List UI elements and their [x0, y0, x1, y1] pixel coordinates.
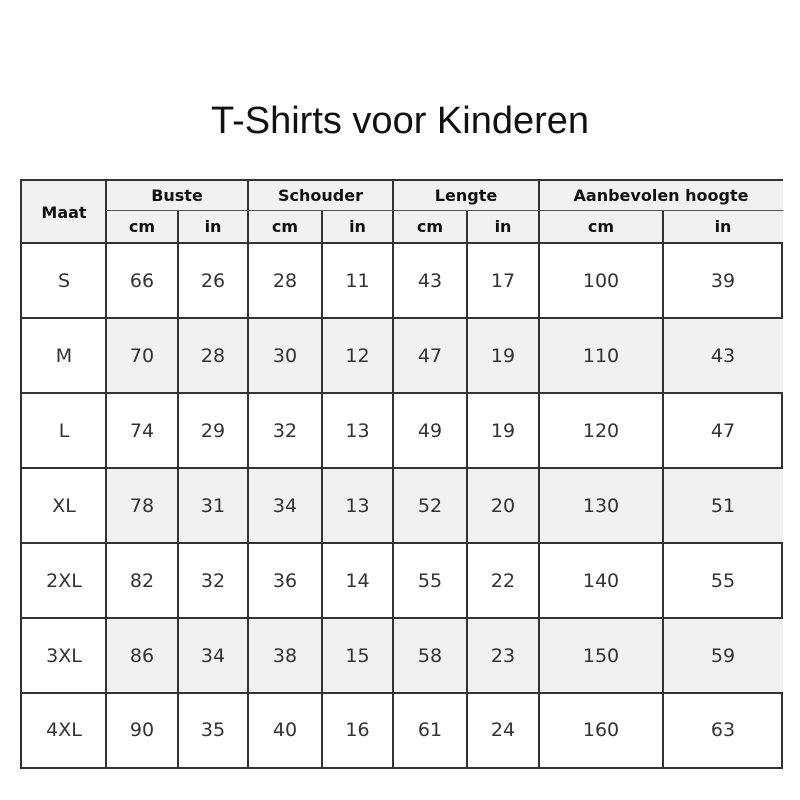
table-cell: 86 [129, 644, 155, 667]
group-header: Buste [151, 186, 203, 205]
table-cell: 70 [129, 344, 155, 367]
size-cell: 3XL [46, 644, 82, 667]
table-cell: 140 [582, 569, 620, 592]
table-cell: 49 [417, 419, 443, 442]
table-cell: 150 [582, 644, 620, 667]
table-cell: 40 [272, 719, 298, 741]
size-cell: L [58, 419, 70, 442]
grid-line [22, 692, 783, 694]
table-cell: 66 [129, 269, 155, 292]
table-cell: 30 [272, 344, 298, 367]
grid-line [392, 181, 394, 767]
size-cell: 4XL [46, 719, 82, 741]
grid-line [22, 617, 783, 619]
table-cell: 34 [272, 494, 298, 517]
group-header: Lengte [434, 186, 498, 205]
group-header: Schouder [278, 186, 363, 205]
table-cell: 90 [129, 719, 155, 741]
grid-line [22, 317, 783, 319]
table-cell: 19 [490, 344, 516, 367]
table-cell: 13 [345, 419, 370, 442]
unit-header: cm [128, 217, 156, 236]
table-cell: 120 [582, 419, 620, 442]
table-cell: 59 [710, 644, 736, 667]
table-cell: 110 [582, 344, 620, 367]
unit-header: in [349, 217, 366, 236]
table-cell: 28 [272, 269, 298, 292]
unit-header: in [204, 217, 222, 236]
grid-line [321, 210, 323, 767]
size-column-header: Maat [41, 202, 87, 222]
group-header: Aanbevolen hoogte [573, 186, 749, 205]
unit-header: cm [416, 217, 444, 236]
table-cell: 82 [129, 569, 155, 592]
table-cell: 12 [345, 344, 370, 367]
grid-line [538, 181, 540, 767]
table-cell: 17 [490, 269, 516, 292]
table-cell: 22 [490, 569, 516, 592]
table-cell: 74 [129, 419, 155, 442]
table-cell: 38 [272, 644, 298, 667]
table-cell: 16 [345, 719, 370, 741]
unit-header: in [494, 217, 512, 236]
grid-line [22, 392, 783, 394]
table-cell: 19 [490, 419, 516, 442]
table-cell: 47 [417, 344, 443, 367]
table-cell: 32 [200, 569, 226, 592]
table-cell: 31 [200, 494, 226, 517]
table-cell: 11 [345, 269, 370, 292]
table-cell: 32 [272, 419, 298, 442]
page-title: T-Shirts voor Kinderen [210, 100, 590, 142]
table-cell: 39 [710, 269, 736, 292]
table-cell: 63 [710, 719, 736, 741]
table-cell: 51 [710, 494, 736, 517]
table-cell: 34 [200, 644, 226, 667]
size-chart-table [20, 179, 783, 769]
table-cell: 43 [710, 344, 736, 367]
size-cell: XL [52, 494, 76, 517]
grid-line [22, 542, 783, 544]
unit-header: in [714, 217, 732, 236]
table-cell: 61 [417, 719, 443, 741]
table-cell: 78 [129, 494, 155, 517]
grid-line [466, 210, 468, 767]
table-cell: 160 [582, 719, 620, 741]
table-cell: 36 [272, 569, 298, 592]
grid-line [22, 467, 783, 469]
table-cell: 29 [200, 419, 226, 442]
grid-line [247, 181, 249, 767]
unit-header: cm [271, 217, 299, 236]
size-cell: S [57, 269, 71, 292]
table-cell: 43 [417, 269, 443, 292]
table-cell: 100 [582, 269, 620, 292]
grid-line [105, 181, 107, 767]
table-cell: 24 [490, 719, 516, 741]
table-cell: 58 [417, 644, 443, 667]
size-cell: 2XL [46, 569, 82, 592]
table-cell: 26 [200, 269, 226, 292]
grid-line [22, 242, 783, 244]
table-cell: 23 [490, 644, 516, 667]
unit-header: cm [587, 217, 615, 236]
table-cell: 55 [417, 569, 443, 592]
grid-line [177, 210, 179, 767]
size-cell: M [55, 344, 73, 367]
table-cell: 55 [710, 569, 736, 592]
table-cell: 20 [490, 494, 516, 517]
grid-line [106, 210, 783, 211]
grid-line [662, 210, 664, 767]
table-cell: 15 [345, 644, 370, 667]
table-cell: 28 [200, 344, 226, 367]
table-cell: 35 [200, 719, 226, 741]
table-cell: 14 [345, 569, 370, 592]
table-cell: 130 [582, 494, 620, 517]
table-cell: 47 [710, 419, 736, 442]
table-cell: 52 [417, 494, 443, 517]
table-cell: 13 [345, 494, 370, 517]
